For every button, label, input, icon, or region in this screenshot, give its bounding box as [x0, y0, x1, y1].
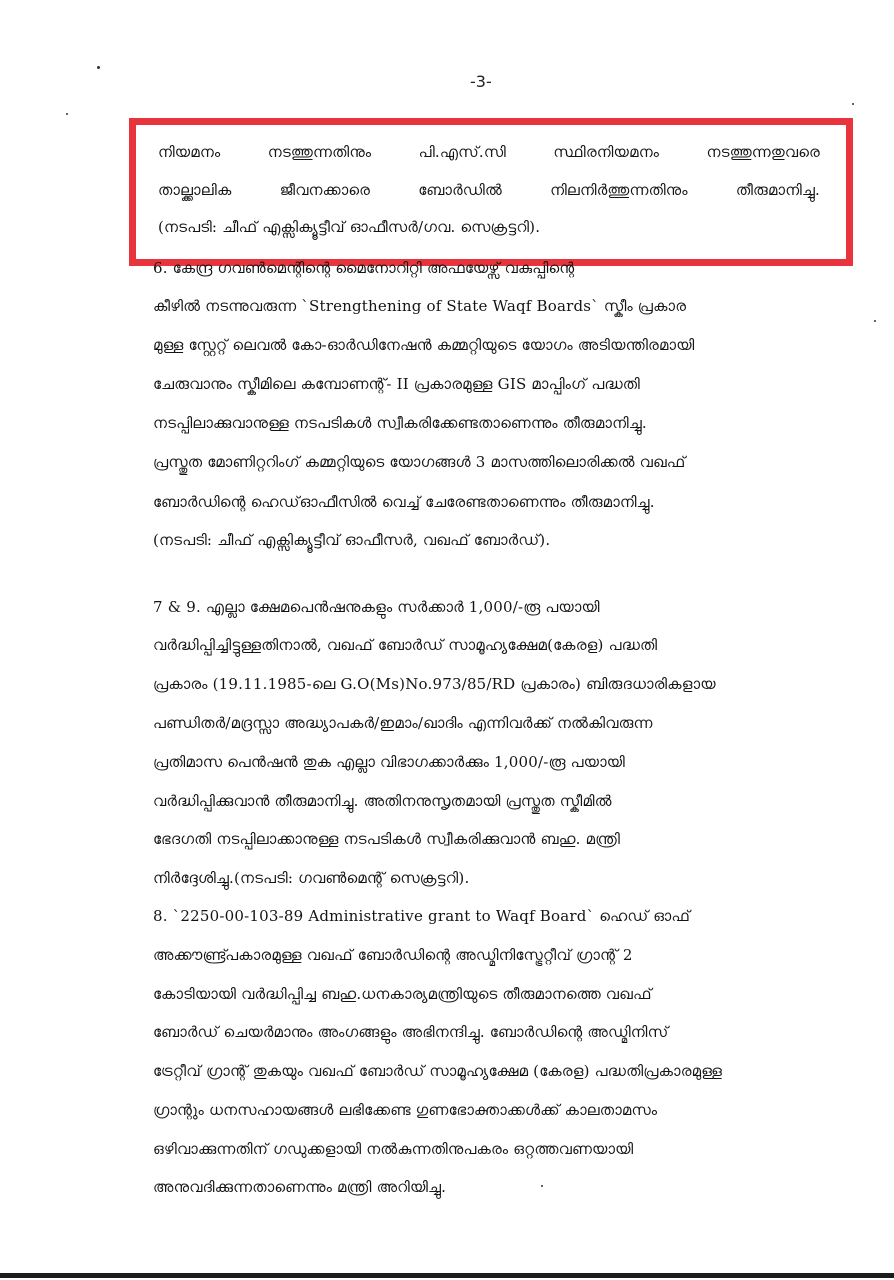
word: നടത്തുന്നതുവരെ	[706, 143, 820, 161]
text-line: ട്രേറ്റീവ് ഗ്രാന്റ് തുകയും വഖഫ് ബോർഡ് സാമൂഹ്യക്ഷേമ (കേരള) പദ്ധതിപ്രകാരമുള്ള	[153, 1062, 723, 1080]
text-line: ഗ്രാന്റും ധനസഹായങ്ങൾ ലഭിക്കേണ്ട ഗുണഭോക്താക്കൾക്ക് കാലതാമസം	[153, 1101, 658, 1119]
text-line: 7 & 9. എല്ലാ ക്ഷേമപെൻഷനുകളും സർക്കാർ 1,000/-രൂ പയായി	[153, 598, 600, 616]
word: തീരുമാനിച്ചു.	[735, 181, 820, 199]
text-line: വർദ്ധിപ്പിക്കുവാൻ തീരുമാനിച്ചു. അതിനനുസൃതമായി പ്രസ്തുത സ്കീമിൽ	[153, 792, 612, 810]
highlighted-line-3: (നടപടി: ചീഫ് എക്സിക്യൂട്ടീവ് ഓഫീസർ/ഗവ. സെക്രട്ടറി).	[158, 218, 541, 236]
text-line: നിർദ്ദേശിച്ചു.(നടപടി: ഗവൺമെന്റ് സെക്രട്ടറി).	[153, 869, 470, 887]
text-line: പ്രതിമാസ പെൻഷൻ തുക എല്ലാ വിഭാഗക്കാർക്കും 1,000/-രൂ പയായി	[153, 753, 625, 771]
text-line: മുള്ള സ്റ്റേറ്റ് ലെവൽ കോ-ഓർഡിനേഷൻ കമ്മറ്റിയുടെ യോഗം അടിയന്തിരമായി	[153, 336, 695, 354]
text-line: അനുവദിക്കുന്നതാണെന്നും മന്ത്രി അറിയിച്ചു.	[153, 1178, 447, 1196]
text-line: പണ്ഡിതർ/മദ്രസ്സാ അദ്ധ്യാപകർ/ഇമാം/ഖാദിം എന്നിവർക്ക് നൽകിവരുന്ന	[153, 714, 653, 732]
word: പി.എസ്.സി	[418, 143, 506, 161]
scan-speck	[97, 66, 100, 69]
text-line: പ്രകാരം (19.11.1985-ലെ G.O(Ms)No.973/85/RD പ്രകാരം) ബിരുദധാരികളായ	[153, 675, 716, 693]
page-bottom-edge	[0, 1273, 894, 1278]
scan-speck	[852, 103, 854, 105]
text-line: ബോർഡ് ചെയർമാനും അംഗങ്ങളും അഭിനന്ദിച്ചു. ബോർഡിന്റെ അഡ്മിനിസ്	[153, 1023, 669, 1041]
scan-speck	[66, 113, 68, 115]
text-line: ഭേദഗതി നടപ്പിലാക്കാനുള്ള നടപടികൾ സ്വീകരിക്കുവാൻ ബഹു. മന്ത്രി	[153, 830, 621, 848]
word: ജീവനക്കാരെ	[279, 181, 371, 199]
text-line: ബോർഡിന്റെ ഹെഡ്ഓഫീസിൽ വെച്ച് ചേരേണ്ടതാണെന്നും തീരുമാനിച്ചു.	[153, 493, 655, 511]
word: നിലനിർത്തുന്നതിനും	[550, 181, 688, 199]
text-line: 8. `2250-00-103-89 Administrative grant to Waqf Board` ഹെഡ് ഓഫ്	[153, 907, 691, 925]
text-line: ചേരുവാനും സ്കീമിലെ കമ്പോണന്റ്- II പ്രകാരമുള്ള GIS മാപ്പിംഗ് പദ്ധതി	[153, 375, 640, 393]
text-line: അക്കൗണ്ട്പ്രകാരമുള്ള വഖഫ് ബോർഡിന്റെ അഡ്മിനിസ്ട്രേറ്റീവ് ഗ്രാന്റ് 2	[153, 946, 633, 964]
text-line: കീഴിൽ നടന്നുവരുന്ന `Strengthening of State Waqf Boards` സ്കീം പ്രകാര	[153, 297, 687, 315]
text-line: കോടിയായി വർദ്ധിപ്പിച്ച ബഹു.ധനകാര്യമന്ത്രിയുടെ തീരുമാനത്തെ വഖഫ്	[153, 985, 652, 1003]
word: ബോർഡിൽ	[418, 181, 502, 199]
word: സ്ഥിരനിയമനം	[553, 143, 660, 161]
word: നിയമനം	[158, 143, 221, 161]
text-line: നടപ്പിലാക്കുവാനുള്ള നടപടികൾ സ്വീകരിക്കേണ്ടതാണെന്നും തീരുമാനിച്ചു.	[153, 414, 647, 432]
page-number: -3-	[470, 72, 492, 91]
highlighted-line-2	[158, 181, 820, 199]
scan-speck	[541, 1185, 543, 1187]
scan-speck	[874, 320, 876, 322]
text-line: പ്രസ്തുത മോണിറ്ററിംഗ് കമ്മറ്റിയുടെ യോഗങ്ങൾ 3 മാസത്തിലൊരിക്കൽ വഖഫ്	[153, 453, 686, 471]
word: നടത്തുന്നതിനും	[267, 143, 372, 161]
text-line: ഒഴിവാക്കുന്നതിന് ഗഡുക്കളായി നൽകുന്നതിനുപകരം ഒറ്റത്തവണയായി	[153, 1140, 634, 1158]
text-line: 6. കേന്ദ്ര ഗവൺമെന്റിന്റെ മൈനോറിറ്റി അഫയേഴ്സ് വകുപ്പിന്റെ	[153, 259, 575, 277]
highlighted-line-1	[158, 143, 820, 161]
word: താല്ക്കാലിക	[158, 181, 232, 199]
text-line: (നടപടി: ചീഫ് എക്സിക്യൂട്ടീവ് ഓഫീസർ, വഖഫ് ബോർഡ്).	[153, 531, 551, 549]
text-line: വർദ്ധിപ്പിച്ചിട്ടുള്ളതിനാൽ, വഖഫ് ബോർഡ് സാമൂഹ്യക്ഷേമ(കേരള) പദ്ധതി	[153, 636, 658, 654]
